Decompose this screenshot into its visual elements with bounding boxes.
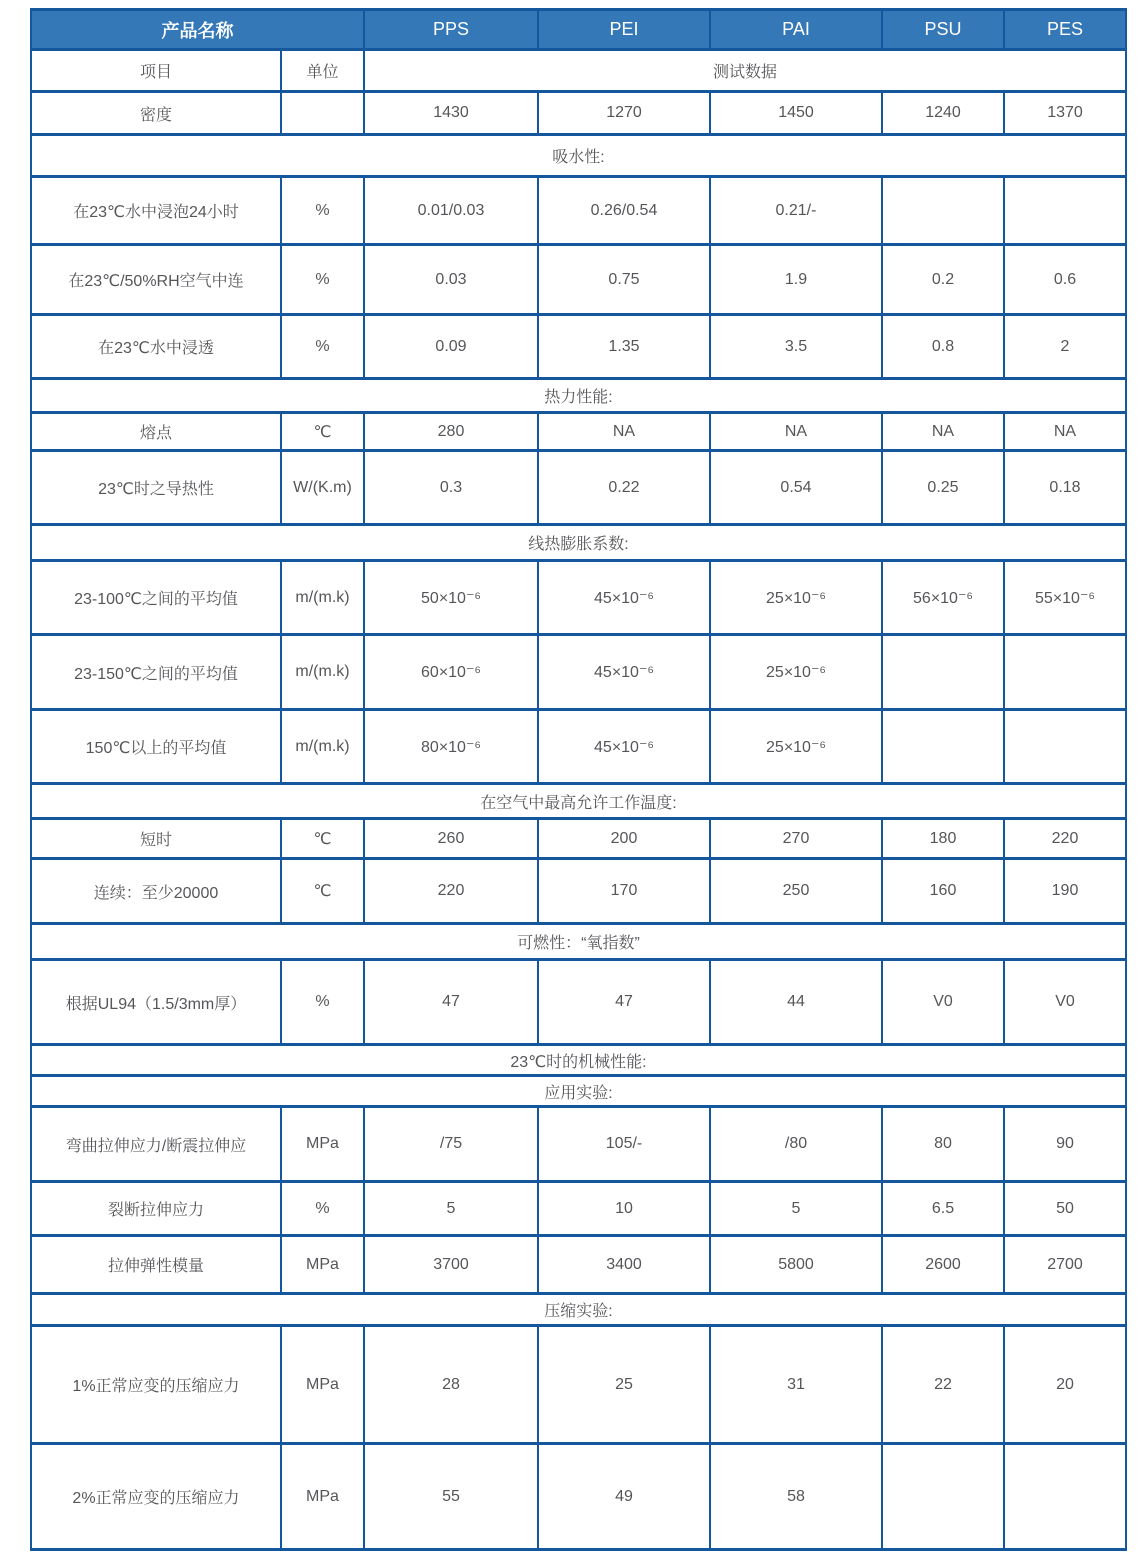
value-cell: NA <box>538 413 710 451</box>
table-body <box>31 92 1126 1550</box>
value-cell: 190 <box>1004 859 1126 924</box>
value-cell: 1.35 <box>538 315 710 379</box>
value-cell: 1430 <box>364 92 538 135</box>
section-row <box>31 1045 1126 1076</box>
section-label: 热力性能: <box>31 379 1126 413</box>
value-cell: 3400 <box>538 1236 710 1294</box>
value-cell: 45×10⁻⁶ <box>538 561 710 635</box>
unit-cell: % <box>281 245 364 315</box>
section-row <box>31 135 1126 177</box>
value-cell: 2700 <box>1004 1236 1126 1294</box>
section-row <box>31 525 1126 561</box>
value-cell: 0.6 <box>1004 245 1126 315</box>
column-header-pei: PEI <box>538 10 710 50</box>
table-row <box>31 859 1126 924</box>
section-label: 可燃性：“氧指数” <box>31 924 1126 960</box>
unit-cell: MPa <box>281 1107 364 1182</box>
row-label-cell: 在23℃水中浸透 <box>31 315 281 379</box>
value-cell: 6.5 <box>882 1182 1004 1236</box>
row-label-cell: 23℃时之导热性 <box>31 451 281 525</box>
value-cell: 80×10⁻⁶ <box>364 710 538 784</box>
row-label-cell: 裂断拉伸应力 <box>31 1182 281 1236</box>
table-row <box>31 1182 1126 1236</box>
value-cell <box>882 710 1004 784</box>
table-row <box>31 960 1126 1045</box>
value-cell: 5 <box>710 1182 882 1236</box>
section-row <box>31 379 1126 413</box>
value-cell: 2600 <box>882 1236 1004 1294</box>
value-cell: NA <box>1004 413 1126 451</box>
table-row <box>31 1444 1126 1550</box>
row-label-cell: 短时 <box>31 819 281 859</box>
subheader-row <box>31 50 1126 92</box>
table-row <box>31 635 1126 710</box>
section-row <box>31 1294 1126 1326</box>
table-row <box>31 561 1126 635</box>
value-cell: 3700 <box>364 1236 538 1294</box>
value-cell: 200 <box>538 819 710 859</box>
row-label-cell: 23-100℃之间的平均值 <box>31 561 281 635</box>
value-cell: 56×10⁻⁶ <box>882 561 1004 635</box>
row-label-cell: 在23℃水中浸泡24小时 <box>31 177 281 245</box>
value-cell: 0.3 <box>364 451 538 525</box>
value-cell: 44 <box>710 960 882 1045</box>
unit-cell: MPa <box>281 1326 364 1444</box>
value-cell: 220 <box>1004 819 1126 859</box>
table-row <box>31 177 1126 245</box>
value-cell: 0.75 <box>538 245 710 315</box>
value-cell: 260 <box>364 819 538 859</box>
section-label: 在空气中最高允许工作温度: <box>31 784 1126 819</box>
value-cell: 31 <box>710 1326 882 1444</box>
table-row <box>31 710 1126 784</box>
test-data-header-cell: 测试数据 <box>364 50 1126 92</box>
unit-header-cell: 单位 <box>281 50 364 92</box>
value-cell: 50×10⁻⁶ <box>364 561 538 635</box>
spec-table-container <box>30 8 1127 1551</box>
unit-cell: ℃ <box>281 819 364 859</box>
section-row <box>31 784 1126 819</box>
unit-cell: % <box>281 1182 364 1236</box>
value-cell <box>1004 177 1126 245</box>
value-cell: 0.26/0.54 <box>538 177 710 245</box>
value-cell: 0.03 <box>364 245 538 315</box>
value-cell: 5 <box>364 1182 538 1236</box>
table-row <box>31 1107 1126 1182</box>
value-cell: 2 <box>1004 315 1126 379</box>
value-cell: 45×10⁻⁶ <box>538 710 710 784</box>
value-cell: 22 <box>882 1326 1004 1444</box>
table-row <box>31 451 1126 525</box>
value-cell <box>882 177 1004 245</box>
table-row <box>31 315 1126 379</box>
row-label-cell: 根据UL94（1.5/3mm厚） <box>31 960 281 1045</box>
value-cell: 0.22 <box>538 451 710 525</box>
material-spec-table <box>30 8 1127 1551</box>
value-cell: 28 <box>364 1326 538 1444</box>
unit-cell: % <box>281 177 364 245</box>
unit-cell: MPa <box>281 1236 364 1294</box>
section-label: 压缩实验: <box>31 1294 1126 1326</box>
row-label-cell: 密度 <box>31 92 281 135</box>
section-row <box>31 924 1126 960</box>
value-cell: 0.18 <box>1004 451 1126 525</box>
unit-cell: m/(m.k) <box>281 561 364 635</box>
value-cell: 60×10⁻⁶ <box>364 635 538 710</box>
unit-cell: m/(m.k) <box>281 635 364 710</box>
value-cell: 50 <box>1004 1182 1126 1236</box>
row-label-cell: 在23℃/50%RH空气中连 <box>31 245 281 315</box>
item-header-cell: 项目 <box>31 50 281 92</box>
section-row <box>31 1076 1126 1107</box>
value-cell: 1.9 <box>710 245 882 315</box>
section-label: 23℃时的机械性能: <box>31 1045 1126 1076</box>
column-header-pes: PES <box>1004 10 1126 50</box>
value-cell <box>882 1444 1004 1550</box>
value-cell: 160 <box>882 859 1004 924</box>
column-header-pai: PAI <box>710 10 882 50</box>
value-cell: 80 <box>882 1107 1004 1182</box>
value-cell <box>1004 1444 1126 1550</box>
value-cell: 180 <box>882 819 1004 859</box>
value-cell: 49 <box>538 1444 710 1550</box>
value-cell: V0 <box>882 960 1004 1045</box>
value-cell: 0.54 <box>710 451 882 525</box>
value-cell: 45×10⁻⁶ <box>538 635 710 710</box>
unit-cell: MPa <box>281 1444 364 1550</box>
value-cell: V0 <box>1004 960 1126 1045</box>
value-cell: 5800 <box>710 1236 882 1294</box>
value-cell: 25 <box>538 1326 710 1444</box>
value-cell: /75 <box>364 1107 538 1182</box>
value-cell: 58 <box>710 1444 882 1550</box>
value-cell: 105/- <box>538 1107 710 1182</box>
value-cell: 55 <box>364 1444 538 1550</box>
table-row <box>31 92 1126 135</box>
row-label-cell: 拉伸弹性模量 <box>31 1236 281 1294</box>
unit-cell: ℃ <box>281 859 364 924</box>
unit-cell: % <box>281 960 364 1045</box>
value-cell: 1270 <box>538 92 710 135</box>
value-cell: 47 <box>538 960 710 1045</box>
column-header-psu: PSU <box>882 10 1004 50</box>
row-label-cell: 1%正常应变的压缩应力 <box>31 1326 281 1444</box>
column-header-pps: PPS <box>364 10 538 50</box>
value-cell <box>1004 710 1126 784</box>
value-cell: 0.01/0.03 <box>364 177 538 245</box>
value-cell: 0.2 <box>882 245 1004 315</box>
row-label-cell: 2%正常应变的压缩应力 <box>31 1444 281 1550</box>
value-cell: 0.21/- <box>710 177 882 245</box>
value-cell: 55×10⁻⁶ <box>1004 561 1126 635</box>
value-cell: /80 <box>710 1107 882 1182</box>
value-cell: 3.5 <box>710 315 882 379</box>
unit-cell: W/(K.m) <box>281 451 364 525</box>
table-row <box>31 413 1126 451</box>
value-cell: 10 <box>538 1182 710 1236</box>
value-cell: 170 <box>538 859 710 924</box>
value-cell: 20 <box>1004 1326 1126 1444</box>
value-cell: 25×10⁻⁶ <box>710 561 882 635</box>
row-label-cell: 熔点 <box>31 413 281 451</box>
product-header-row <box>31 10 1126 50</box>
value-cell <box>1004 635 1126 710</box>
unit-cell: m/(m.k) <box>281 710 364 784</box>
value-cell: 25×10⁻⁶ <box>710 710 882 784</box>
value-cell <box>882 635 1004 710</box>
value-cell: 25×10⁻⁶ <box>710 635 882 710</box>
value-cell: 270 <box>710 819 882 859</box>
value-cell: 1370 <box>1004 92 1126 135</box>
section-label: 吸水性: <box>31 135 1126 177</box>
value-cell: 0.8 <box>882 315 1004 379</box>
unit-cell: ℃ <box>281 413 364 451</box>
unit-cell <box>281 92 364 135</box>
row-label-cell: 23-150℃之间的平均值 <box>31 635 281 710</box>
value-cell: 280 <box>364 413 538 451</box>
row-label-cell: 连续：至少20000 <box>31 859 281 924</box>
value-cell: 0.09 <box>364 315 538 379</box>
section-label: 线热膨胀系数: <box>31 525 1126 561</box>
row-label-cell: 150℃以上的平均值 <box>31 710 281 784</box>
product-name-header: 产品名称 <box>31 10 364 50</box>
value-cell: 0.25 <box>882 451 1004 525</box>
table-row <box>31 819 1126 859</box>
value-cell: 1450 <box>710 92 882 135</box>
value-cell: NA <box>710 413 882 451</box>
unit-cell: % <box>281 315 364 379</box>
value-cell: NA <box>882 413 1004 451</box>
value-cell: 47 <box>364 960 538 1045</box>
value-cell: 90 <box>1004 1107 1126 1182</box>
section-label: 应用实验: <box>31 1076 1126 1107</box>
value-cell: 1240 <box>882 92 1004 135</box>
value-cell: 250 <box>710 859 882 924</box>
row-label-cell: 弯曲拉伸应力/断震拉伸应 <box>31 1107 281 1182</box>
value-cell: 220 <box>364 859 538 924</box>
table-row <box>31 245 1126 315</box>
table-row <box>31 1326 1126 1444</box>
table-row <box>31 1236 1126 1294</box>
